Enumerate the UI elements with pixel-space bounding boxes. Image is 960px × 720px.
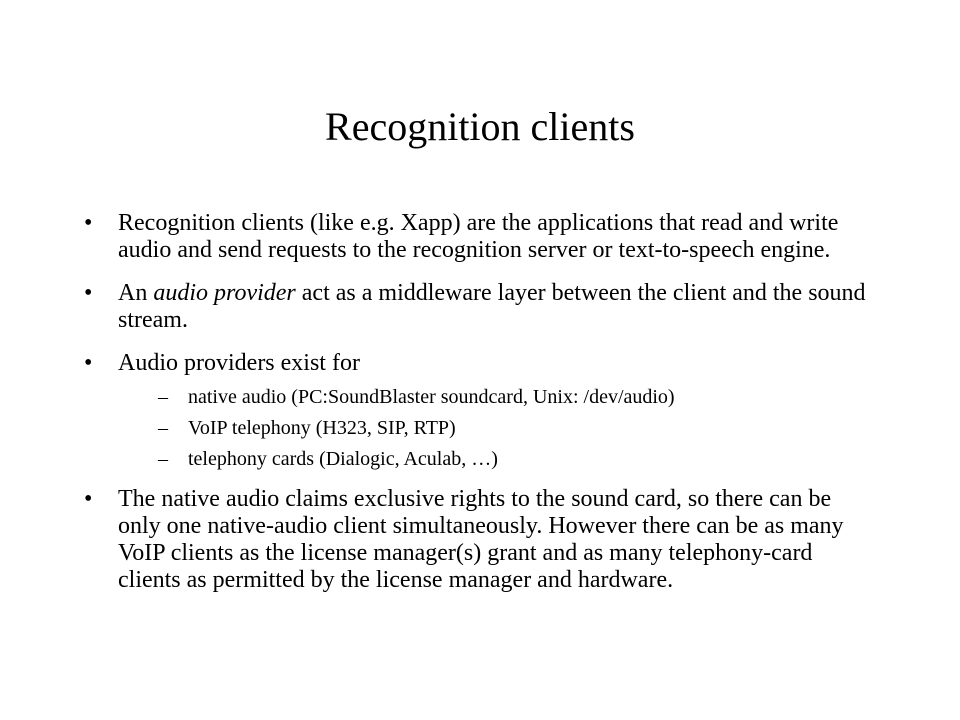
sub-item-voip xyxy=(158,417,874,439)
sub-item-telephony-cards xyxy=(158,448,874,470)
sub-item-marker: – xyxy=(158,448,168,470)
slide-body xyxy=(84,210,874,594)
bullet-marker: • xyxy=(84,486,93,512)
sub-item-marker: – xyxy=(158,417,168,439)
bullet-audio-provider xyxy=(84,280,874,334)
bullet-recognition-clients xyxy=(84,210,874,264)
bullet-native-audio-claims xyxy=(84,486,874,594)
sub-item-text: telephony cards (Dialogic, Aculab, …) xyxy=(188,448,498,470)
slide-title: Recognition clients xyxy=(325,104,635,149)
sub-item-native-audio xyxy=(158,386,874,408)
bullet-text-emphasis: audio provider xyxy=(153,280,296,306)
sub-item-text: VoIP telephony (H323, SIP, RTP) xyxy=(188,417,456,439)
bullet-text: Recognition clients (like e.g. Xapp) are the applications that read and write audio and send requests to the recognition server or text-to-speech engine. xyxy=(118,210,839,263)
bullet-marker: • xyxy=(84,280,93,306)
audio-providers-sublist xyxy=(84,386,874,470)
bullet-marker: • xyxy=(84,350,93,376)
bullet-text: The native audio claims exclusive rights to the sound card, so there can be only one native-audio client simultaneously. However there can be as many VoIP clients as the license manager(s) grant and as many telephony-card clients as permitted by the license manager and hardware. xyxy=(118,486,844,593)
bullet-marker: • xyxy=(84,210,93,236)
bullet-audio-providers-exist xyxy=(84,350,874,377)
bullet-text: Audio providers exist for xyxy=(118,350,360,376)
sub-item-marker: – xyxy=(158,386,168,408)
bullet-text-prefix: An xyxy=(118,280,154,306)
sub-item-text: native audio (PC:SoundBlaster soundcard, Unix: /dev/audio) xyxy=(188,386,675,408)
bullet-text-suffix: act as a middleware layer between the client and the sound stream. xyxy=(118,280,866,333)
